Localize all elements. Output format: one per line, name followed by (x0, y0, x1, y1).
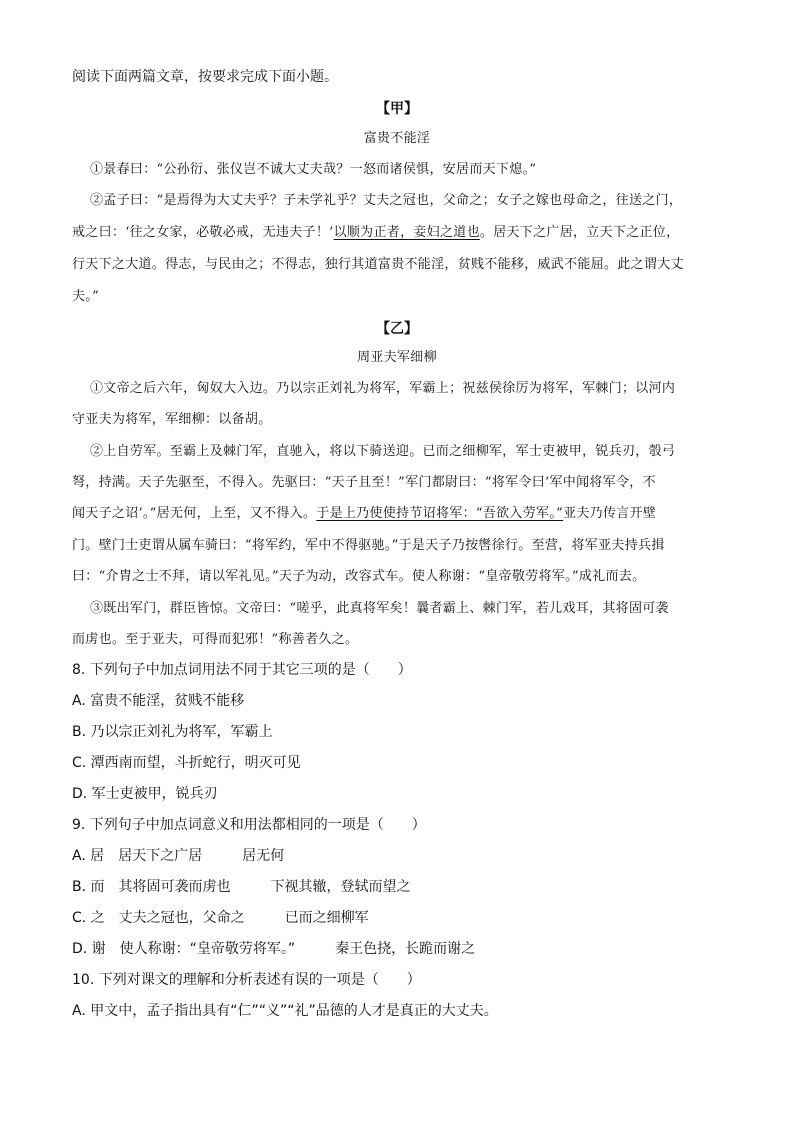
text-b-marker: 【乙】 (376, 321, 418, 337)
option-b-sentence-1: B. 而 其将固可袭而虏也 (72, 879, 231, 895)
question-9-stem: 9. 下列句子中加点词意义和用法都相同的一项是（ ） (72, 817, 426, 833)
reading-instruction: 阅读下面两篇文章，按要求完成下面小题。 (72, 69, 338, 85)
text-a-paragraph-2-line-3: 行天下之大道。得志，与民由之；不得志，独行其道富贵不能淫，贫贱不能移，威武不能屈。此之谓大丈 (72, 257, 684, 272)
text-b-paragraph-2-line-1: ②上自劳军。至霸上及棘门军，直驰入，将以下骑送迎。已而之细柳军，军士吏被甲，锐兵刃，彀弓 (90, 444, 676, 459)
text-b-paragraph-2-line-3 (72, 505, 656, 523)
text-b-line-end: 亚夫乃传言开壁 (563, 506, 657, 521)
question-9-option-b (72, 878, 411, 896)
text-a-quote-part: 戒之曰：‘往之女家，必敬必戒，无违夫子！’ (72, 225, 334, 240)
text-b-paragraph-2-line-5: 曰：“介胄之士不拜，请以军礼见。”天子为动，改容式车。使人称谢：“皇帝敬劳将军。”成礼而去。 (72, 569, 646, 584)
text-b-paragraph-3-line-2: 而虏也。至于亚夫，可得而犯邪！”称善者久之。 (72, 632, 359, 647)
text-b-paragraph-2-line-4: 门。壁门士吏谓从属车骑曰：“将军约，军中不得驱驰。”于是天子乃按辔徐行。至营，将军亚夫持兵揖 (72, 538, 665, 553)
text-a-paragraph-2-line-2 (72, 224, 679, 242)
question-8-option-c: C. 潭西南而望，斗折蛇行，明灭可见 (72, 755, 301, 771)
text-b-paragraph-2-line-2: 弩，持满。天子先驱至，不得入。先驱曰：“天子且至！”军门都尉曰：“将军令曰‘军中闻将军令，不 (72, 475, 656, 490)
text-a-title: 富贵不能淫 (363, 131, 431, 146)
option-a-sentence-2: 居无何 (242, 848, 285, 864)
text-a-underlined-sentence: 以顺为正者，妾妇之道也 (333, 225, 480, 240)
text-b-line-start: 闻天子之诏’。”居无何，上至，又不得入。 (72, 506, 317, 521)
question-9-option-d (72, 940, 475, 958)
question-9-option-a (72, 847, 284, 865)
question-8-option-a: A. 富贵不能淫，贫贱不能移 (72, 693, 245, 709)
text-b-paragraph-1-line-1: ①文帝之后六年，匈奴大入边。乃以宗正刘礼为将军，军霸上；祝兹侯徐厉为将军，军棘门；以河内 (90, 381, 676, 396)
text-a-paragraph-1: ①景春曰：“公孙衍、张仪岂不诚大丈夫哉？一怒而诸侯惧，安居而天下熄。” (90, 162, 537, 177)
option-c-sentence-2: 已而之细柳军 (284, 910, 369, 926)
question-8-option-d: D. 军士吏被甲，锐兵刃 (72, 786, 218, 802)
question-10-stem: 10. 下列对课文的理解和分析表述有误的一项是（ ） (72, 972, 421, 988)
text-a-paragraph-2-line-1: ②孟子曰：“是焉得为大丈夫乎？子未学礼乎？丈夫之冠也，父命之；女子之嫁也母命之，往送之门， (90, 193, 683, 208)
question-8-option-b: B. 乃以宗正刘礼为将军，军霸上 (72, 724, 273, 740)
text-a-marker: 【甲】 (376, 101, 418, 117)
text-a-paragraph-2-line-4: 夫。” (72, 289, 100, 304)
question-8-stem: 8. 下列句子中加点词用法不同于其它三项的是（ ） (72, 662, 412, 678)
option-c-sentence-1: C. 之 丈夫之冠也，父命之 (72, 910, 245, 926)
option-d-sentence-2: 秦王色挠，长跪而谢之 (335, 941, 476, 957)
text-b-title: 周亚夫军细柳 (357, 350, 437, 365)
question-9-option-c (72, 909, 369, 927)
question-10-option-a: A. 甲文中，孟子指出具有“仁”“义”“礼”品德的人才是真正的大丈夫。 (72, 1003, 498, 1019)
text-b-paragraph-1-line-2: 守亚夫为将军，军细柳：以备胡。 (72, 412, 272, 427)
option-d-sentence-1: D. 谢 使人称谢：“皇帝敬劳将军。” (72, 941, 296, 957)
text-b-paragraph-3-line-1: ③既出军门，群臣皆惊。文帝曰：“嗟乎，此真将军矣！曩者霸上、棘门军，若儿戏耳，其将固可袭 (90, 601, 669, 616)
text-b-underlined-sentence: 于是上乃使使持节诏将军：“吾欲入劳军。” (316, 506, 564, 521)
text-a-quote-rest: 。居天下之广居，立天下之正位， (479, 225, 680, 240)
option-a-sentence-1: A. 居 居天下之广居 (72, 848, 203, 864)
option-b-sentence-2: 下视其辙，登轼而望之 (270, 879, 411, 895)
